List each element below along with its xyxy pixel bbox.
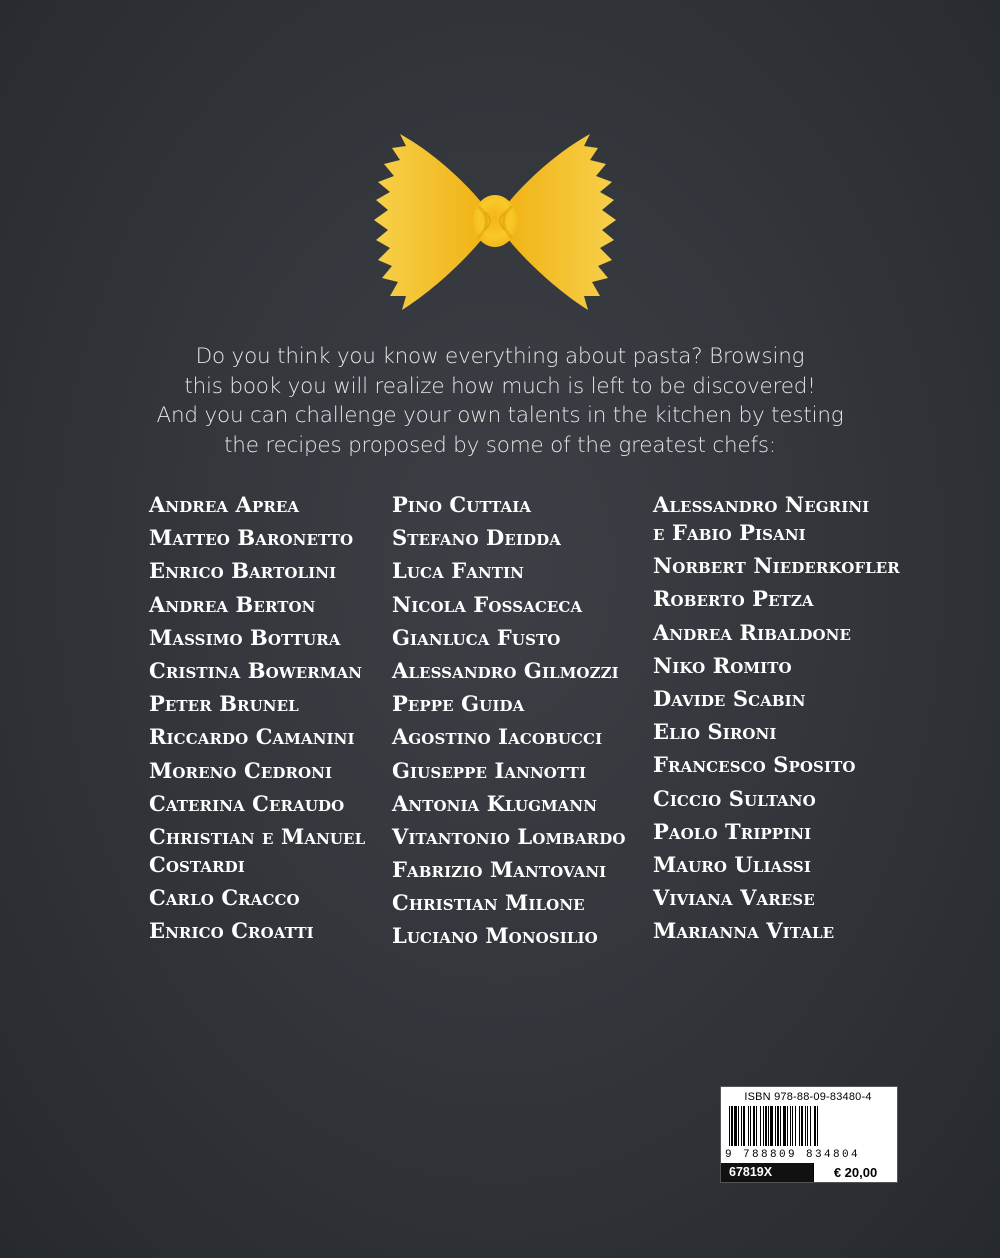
chef-name: Ciccio Sultano	[653, 785, 816, 811]
barcode-bar	[799, 1106, 800, 1146]
chef-name: Viviana Varese	[653, 885, 815, 911]
product-code: 67819X	[721, 1163, 813, 1182]
chef-name: Marianna Vitale	[653, 918, 835, 944]
chef-name: Andrea Ribaldone	[653, 619, 852, 645]
barcode-bar	[763, 1106, 764, 1146]
chef-name: Paolo Trippini	[653, 818, 812, 844]
intro-paragraph	[100, 342, 900, 460]
barcode-bar	[780, 1106, 781, 1146]
chef-name: Stefano Deidda	[392, 525, 561, 551]
chef-name: Alessandro Gilmozzi	[392, 657, 619, 683]
barcode-bar	[787, 1106, 788, 1146]
barcode-bar	[731, 1106, 733, 1146]
chef-name: Christian Milone	[392, 890, 585, 916]
barcode-bar	[775, 1106, 776, 1146]
chef-name: Mauro Uliassi	[653, 851, 811, 877]
barcode-bar	[807, 1106, 808, 1146]
chef-name: Enrico Croatti	[149, 918, 314, 944]
farfalle-pasta-image	[370, 126, 620, 316]
barcode-bar	[738, 1106, 739, 1146]
chef-name: Davide Scabin	[653, 685, 806, 711]
chef-name: Elio Sironi	[653, 719, 777, 745]
barcode-bar	[783, 1106, 786, 1146]
barcode-image	[727, 1106, 890, 1146]
chef-column-3	[653, 491, 900, 950]
barcode-bar	[741, 1106, 742, 1146]
intro-line: Do you think you know everything about pasta? Browsing	[195, 344, 805, 369]
chef-name: Andrea Berton	[149, 591, 316, 617]
chef-name: Niko Romito	[653, 652, 792, 678]
chef-name: Norbert Niederkofler	[653, 553, 900, 579]
barcode-bar	[760, 1106, 761, 1146]
barcode-bar	[792, 1106, 793, 1146]
barcode-bar	[814, 1106, 816, 1146]
chef-name: Alessandro Negrini e Fabio Pisani	[653, 492, 870, 545]
chef-name: Pino Cuttaia	[392, 492, 532, 517]
chef-name: Matteo Baronetto	[149, 525, 354, 551]
barcode-bar	[770, 1106, 773, 1146]
chef-name: Fabrizio Mantovani	[392, 857, 607, 883]
chef-name: Enrico Bartolini	[149, 558, 337, 584]
chef-name: Antonia Klugmann	[392, 790, 598, 816]
barcode-digits: 9 788809 834804	[725, 1149, 861, 1161]
barcode-bar	[753, 1106, 755, 1146]
barcode-bar	[817, 1106, 818, 1146]
isbn-text: ISBN 978-88-09-83480-4	[744, 1091, 872, 1103]
isbn-barcode-label	[720, 1086, 898, 1183]
barcode-bar	[768, 1106, 769, 1146]
chef-name: Gianluca Fusto	[392, 624, 561, 650]
chef-name: Vitantonio Lombardo	[392, 823, 626, 849]
chef-name: Caterina Ceraudo	[149, 790, 345, 816]
intro-line: this book you will realize how much is left to be discovered!	[184, 373, 816, 399]
chef-name: Francesco Sposito	[653, 752, 856, 778]
chef-name: Christian e Manuel Costardi	[149, 823, 366, 877]
intro-line: And you can challenge your own talents in the kitchen by testing	[156, 403, 844, 428]
barcode-bar	[805, 1106, 806, 1146]
barcode-bar	[756, 1106, 757, 1146]
barcode-bar	[750, 1106, 751, 1146]
barcode-bar	[729, 1106, 730, 1146]
chef-name: Andrea Aprea	[149, 492, 300, 517]
chef-name: Luciano Monosilio	[392, 923, 598, 949]
barcode-bar	[734, 1106, 737, 1146]
barcode-bar	[743, 1106, 745, 1146]
chef-name: Carlo Cracco	[149, 885, 300, 911]
chef-name: Nicola Fossaceca	[392, 591, 583, 617]
chef-name: Luca Fantin	[392, 558, 524, 584]
barcode-bar	[777, 1106, 779, 1146]
chef-name: Massimo Bottura	[149, 624, 341, 650]
chef-name: Peter Brunel	[149, 691, 299, 717]
chef-column-2	[392, 491, 626, 956]
chef-name: Roberto Petza	[653, 586, 814, 612]
chef-name: Peppe Guida	[392, 691, 525, 717]
chef-column-1	[149, 491, 365, 950]
chef-name: Moreno Cedroni	[149, 757, 333, 783]
chef-name: Agostino Iacobucci	[392, 724, 603, 750]
chef-name: Cristina Bowerman	[149, 657, 363, 683]
price-label: € 20,00	[813, 1163, 897, 1182]
barcode-bar	[790, 1106, 791, 1146]
barcode-bar	[765, 1106, 767, 1146]
barcode-bar	[801, 1106, 803, 1146]
code-price-row	[721, 1163, 897, 1182]
intro-line: the recipes proposed by some of the greatest chefs:	[224, 432, 776, 458]
barcode-bar	[810, 1106, 811, 1146]
barcode-bar	[795, 1106, 796, 1146]
chef-name: Giuseppe Iannotti	[392, 757, 587, 783]
chef-name: Riccardo Camanini	[149, 724, 355, 750]
barcode-bar	[748, 1106, 749, 1146]
